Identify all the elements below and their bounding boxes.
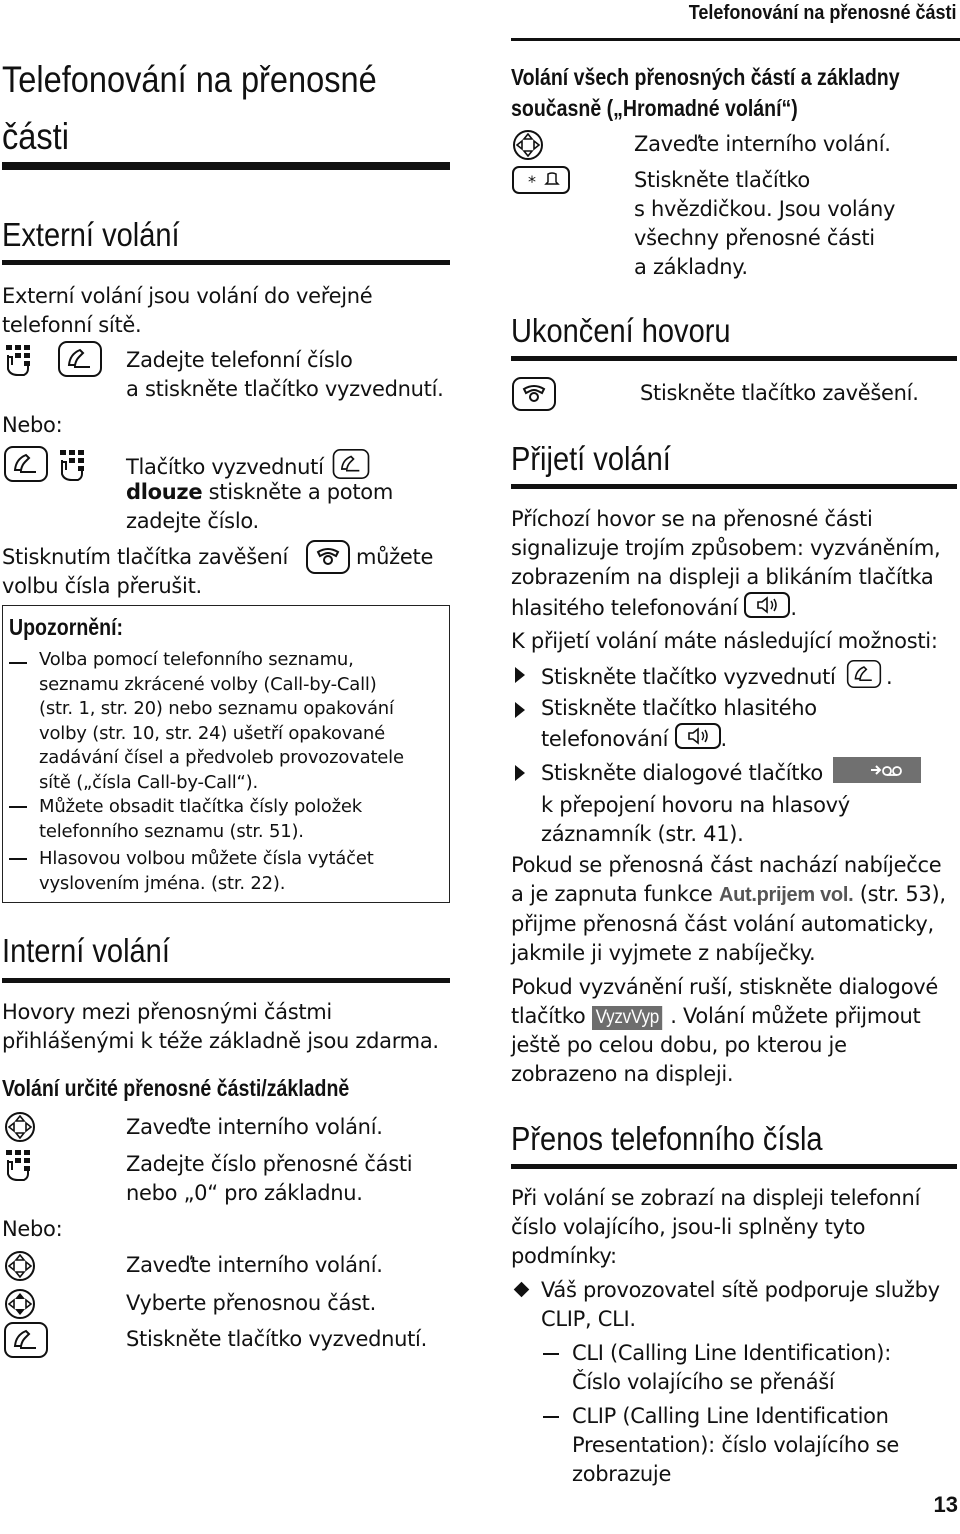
softkey-label: VyzvVyp: [592, 1006, 663, 1030]
note-item-1: Volba pomocí telefonního seznamu, seznamu zkrácené volby (Call-by-Call) (str. 1, str. 20) nebo seznamu opakování volby (str. 10, str. 24) ušetří opakované zadávání čísel a předvoleb provozovatele sítě („čísla Call-by-Call“).: [39, 649, 404, 793]
note-item-3: Hlasovou volbou můžete čísla vytáčet vyslovením jména. (str. 22).: [39, 848, 374, 894]
ext-step2-line3: zadejte číslo.: [126, 509, 259, 533]
running-header: Telefonování na přenosné části: [688, 2, 956, 24]
star-key-icon: [512, 166, 570, 194]
external-rule: [2, 260, 450, 265]
int-step5: Stiskněte tlačítko vyzvednutí.: [126, 1327, 427, 1351]
cancel-line1-b: můžete: [356, 545, 434, 569]
all-step2: Stiskněte tlačítko s hvězdičkou. Jsou volány všechny přenosné části a základny.: [634, 168, 896, 279]
nav-key-icon: [4, 1250, 36, 1282]
function-name: Aut.prijem vol.: [718, 884, 854, 906]
pickup-key-icon: [842, 660, 886, 696]
keypad-icon: [58, 448, 92, 482]
keypad-icon: [4, 1148, 38, 1182]
accept-rule: [511, 484, 957, 489]
bullet-arrow: [515, 765, 525, 781]
note-dash: [9, 858, 27, 860]
transfer-rule: [511, 1164, 957, 1169]
accept-p2: K přijetí volání máte následující možnosti:: [511, 629, 938, 653]
ext-step1-line2: a stiskněte tlačítko vyzvednutí.: [126, 377, 444, 401]
end-call-rule: [511, 356, 957, 361]
or-label-2: Nebo:: [2, 1217, 63, 1241]
accept-heading: Přijetí volání: [511, 440, 671, 477]
internal-sub-heading: Volání určité přenosné části/základně: [2, 1075, 350, 1101]
svg-text:*: *: [528, 172, 536, 191]
ext-step1-line1: Zadejte telefonní číslo: [126, 348, 353, 372]
internal-heading: Interní volání: [2, 932, 170, 969]
speaker-key-icon: [744, 592, 790, 626]
transfer-cli: CLI (Calling Line Identification): Číslo volajícího se přenáší: [572, 1341, 891, 1394]
cancel-line1-a: Stisknutím tlačítka zavěšení: [2, 545, 289, 569]
internal-intro-2: přihlášenými k téže základně jsou zdarma.: [2, 1029, 439, 1053]
int-step4: Vyberte přenosnou část.: [126, 1291, 376, 1315]
dash: [543, 1416, 559, 1418]
nav-key-icon: [4, 1111, 36, 1143]
bullet-diamond: [514, 1282, 530, 1298]
page-title-line1: Telefonování na přenosné: [2, 59, 377, 100]
ext-step2-line2: dlouze stiskněte a potom: [126, 480, 393, 504]
all-heading-line2: současně („Hromadné volání“): [511, 95, 798, 121]
end-call-heading: Ukončení hovoru: [511, 312, 731, 349]
int-step1: Zaveďte interního volání.: [126, 1115, 383, 1139]
nav-key-icon: [512, 129, 544, 161]
internal-rule: [2, 978, 450, 983]
accept-option-1: Stiskněte tlačítko vyzvednutí .: [541, 660, 892, 696]
accept-p4: Pokud vyzvánění ruší, stiskněte dialogové tlačítko VyzvVyp . Volání můžete přijmout ještě po celou dobu, po kterou je zobrazeno na displeji.: [511, 975, 938, 1086]
hangup-key-icon: [306, 540, 350, 574]
transfer-heading: Přenos telefonního čísla: [511, 1120, 823, 1157]
transfer-clip: CLIP (Calling Line Identification Presentation): číslo volajícího se zobrazuje: [572, 1404, 900, 1486]
all-heading-line1: Volání všech přenosných částí a základny: [511, 64, 900, 90]
external-heading: Externí volání: [2, 216, 180, 253]
int-step2-line2: nebo „0“ pro základnu.: [126, 1181, 363, 1205]
note-item-2: Můžete obsadit tlačítka čísly položek telefonního seznamu (str. 51).: [39, 796, 362, 842]
note-title: Upozornění:: [9, 614, 124, 640]
pickup-key-icon: [58, 341, 102, 377]
keypad-icon: [4, 343, 38, 377]
transfer-p1: Při volání se zobrazí na displeji telefonní číslo volajícího, jsou-li splněny tyto podmínky:: [511, 1186, 921, 1268]
end-call-step: Stiskněte tlačítko zavěšení.: [640, 381, 919, 405]
int-step3: Zaveďte interního volání.: [126, 1253, 383, 1277]
or-label-1: Nebo:: [2, 413, 63, 437]
note-box: [2, 605, 450, 903]
accept-p3: Pokud se přenosná část nachází nabíječce a je zapnuta funkce Aut.prijem vol. (str. 53), přijme přenosná část volání automaticky, jakmile ji vyjmete z nabíječky.: [511, 853, 946, 965]
bullet-arrow: [515, 667, 525, 683]
note-dash: [9, 662, 27, 664]
bullet-arrow: [515, 702, 525, 718]
ext-step2-line1: Tlačítko vyzvednutí: [126, 449, 372, 487]
transfer-condition-1: Váš provozovatel sítě podporuje služby CLIP, CLI.: [541, 1278, 940, 1331]
pickup-key-icon: [4, 1322, 48, 1358]
int-step2-line1: Zadejte číslo přenosné části: [126, 1152, 413, 1176]
answering-machine-softkey: [833, 757, 921, 791]
accept-option-3: Stiskněte dialogové tlačítko k přepojení hovoru na hlasový záznamník (str. 41).: [541, 757, 921, 849]
internal-intro-1: Hovory mezi přenosnými částmi: [2, 1000, 332, 1024]
cancel-line2: volbu čísla přerušit.: [2, 574, 202, 598]
external-intro-1: Externí volání jsou volání do veřejné: [2, 284, 373, 308]
header-rule: [511, 38, 960, 41]
accept-p1: Příchozí hovor se na přenosné části signalizuje trojím způsobem: vyzváněním, zobrazením na displeji a blikáním tlačítka hlasitého telefonování .: [511, 505, 940, 626]
nav-updown-icon: [4, 1288, 36, 1320]
note-dash: [9, 806, 27, 808]
accept-option-2: Stiskněte tlačítko hlasitého telefonování .: [541, 694, 817, 757]
page-title-line2: části: [2, 116, 69, 157]
dash: [543, 1353, 559, 1355]
external-intro-2: telefonní sítě.: [2, 313, 142, 337]
speaker-key-icon: [675, 723, 721, 757]
page-number: 13: [918, 1492, 958, 1534]
pickup-key-icon: [4, 446, 48, 482]
all-step1: Zaveďte interního volání.: [634, 132, 891, 156]
hangup-key-icon: [512, 377, 556, 411]
title-rule: [2, 162, 450, 170]
